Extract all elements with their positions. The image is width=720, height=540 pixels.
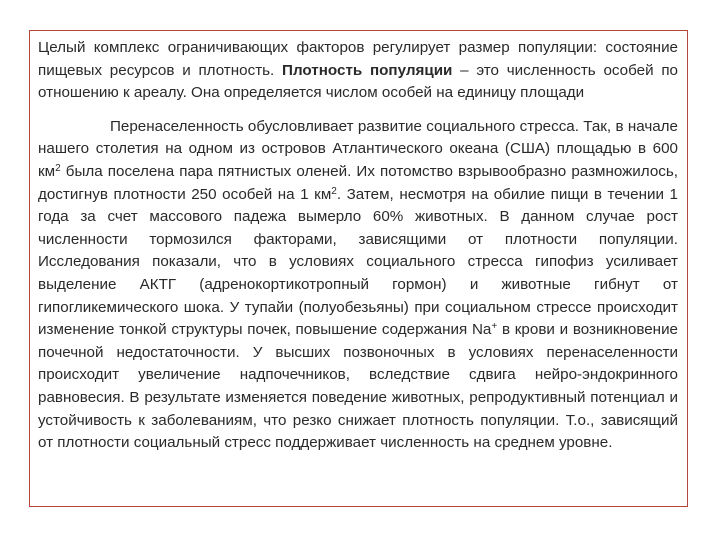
superscript-2-first: 2 bbox=[55, 162, 61, 174]
paragraph2-part3: . Затем, несмотря на обилие пищи в течении 1 года за счет массового падежа вымерло 60% животных. В данном случае рост численности тормозился факторами, зависящими от плотности популяции. Исследования показали, что в условиях социального стресса гипофиз усиливает выделение АКТГ (адренокортикотропный гормон) и животные гибнут от гипогликемического шока. У тупайи (полуобезьяны) при социальном стрессе происходит изменение тонкой структуры почек, повышение содержания Na bbox=[38, 185, 678, 339]
slide-text bbox=[38, 37, 678, 455]
paragraph-population-density bbox=[38, 37, 678, 105]
paragraph1-text-after: – это численность особей по отношению к ареалу. Она определяется числом особей на единицу площади bbox=[38, 61, 679, 102]
paragraph1-text-before: Целый комплекс ограничивающих факторов регулирует размер популяции: состояние пищевых ресурсов и плотность. bbox=[38, 39, 678, 79]
superscript-2-second: 2 bbox=[331, 185, 337, 197]
superscript-plus: + bbox=[491, 321, 498, 333]
term-population-density: Плотность популяции bbox=[282, 61, 453, 79]
slide-frame bbox=[29, 30, 688, 507]
paragraph2-part1: Перенаселенность обусловливает развитие социального стресса. Так, в начале нашего столетия на одном из островов Атлантического океана (США) площадью в 600 км bbox=[38, 117, 678, 180]
paragraph2-part4: в крови и возникновение почечной недостаточности. У высших позвоночных в условиях перенаселенности происходит увеличение надпочечников, вследствие сдвига нейро-эндокринного равновесия. В результате изменяется поведение животных, репродуктивный потенциал и устойчивость к заболеваниям, что резко снижает плотность популяции. Т.о., зависящий от плотности социальный стресс поддерживает численность на среднем уровне. bbox=[38, 321, 679, 452]
paragraph2-part2: была поселена пара пятнистых оленей. Их потомство взрывообразно размножилось, достигнув плотности 250 особей на 1 км bbox=[38, 162, 678, 203]
paragraph-social-stress bbox=[38, 116, 678, 455]
